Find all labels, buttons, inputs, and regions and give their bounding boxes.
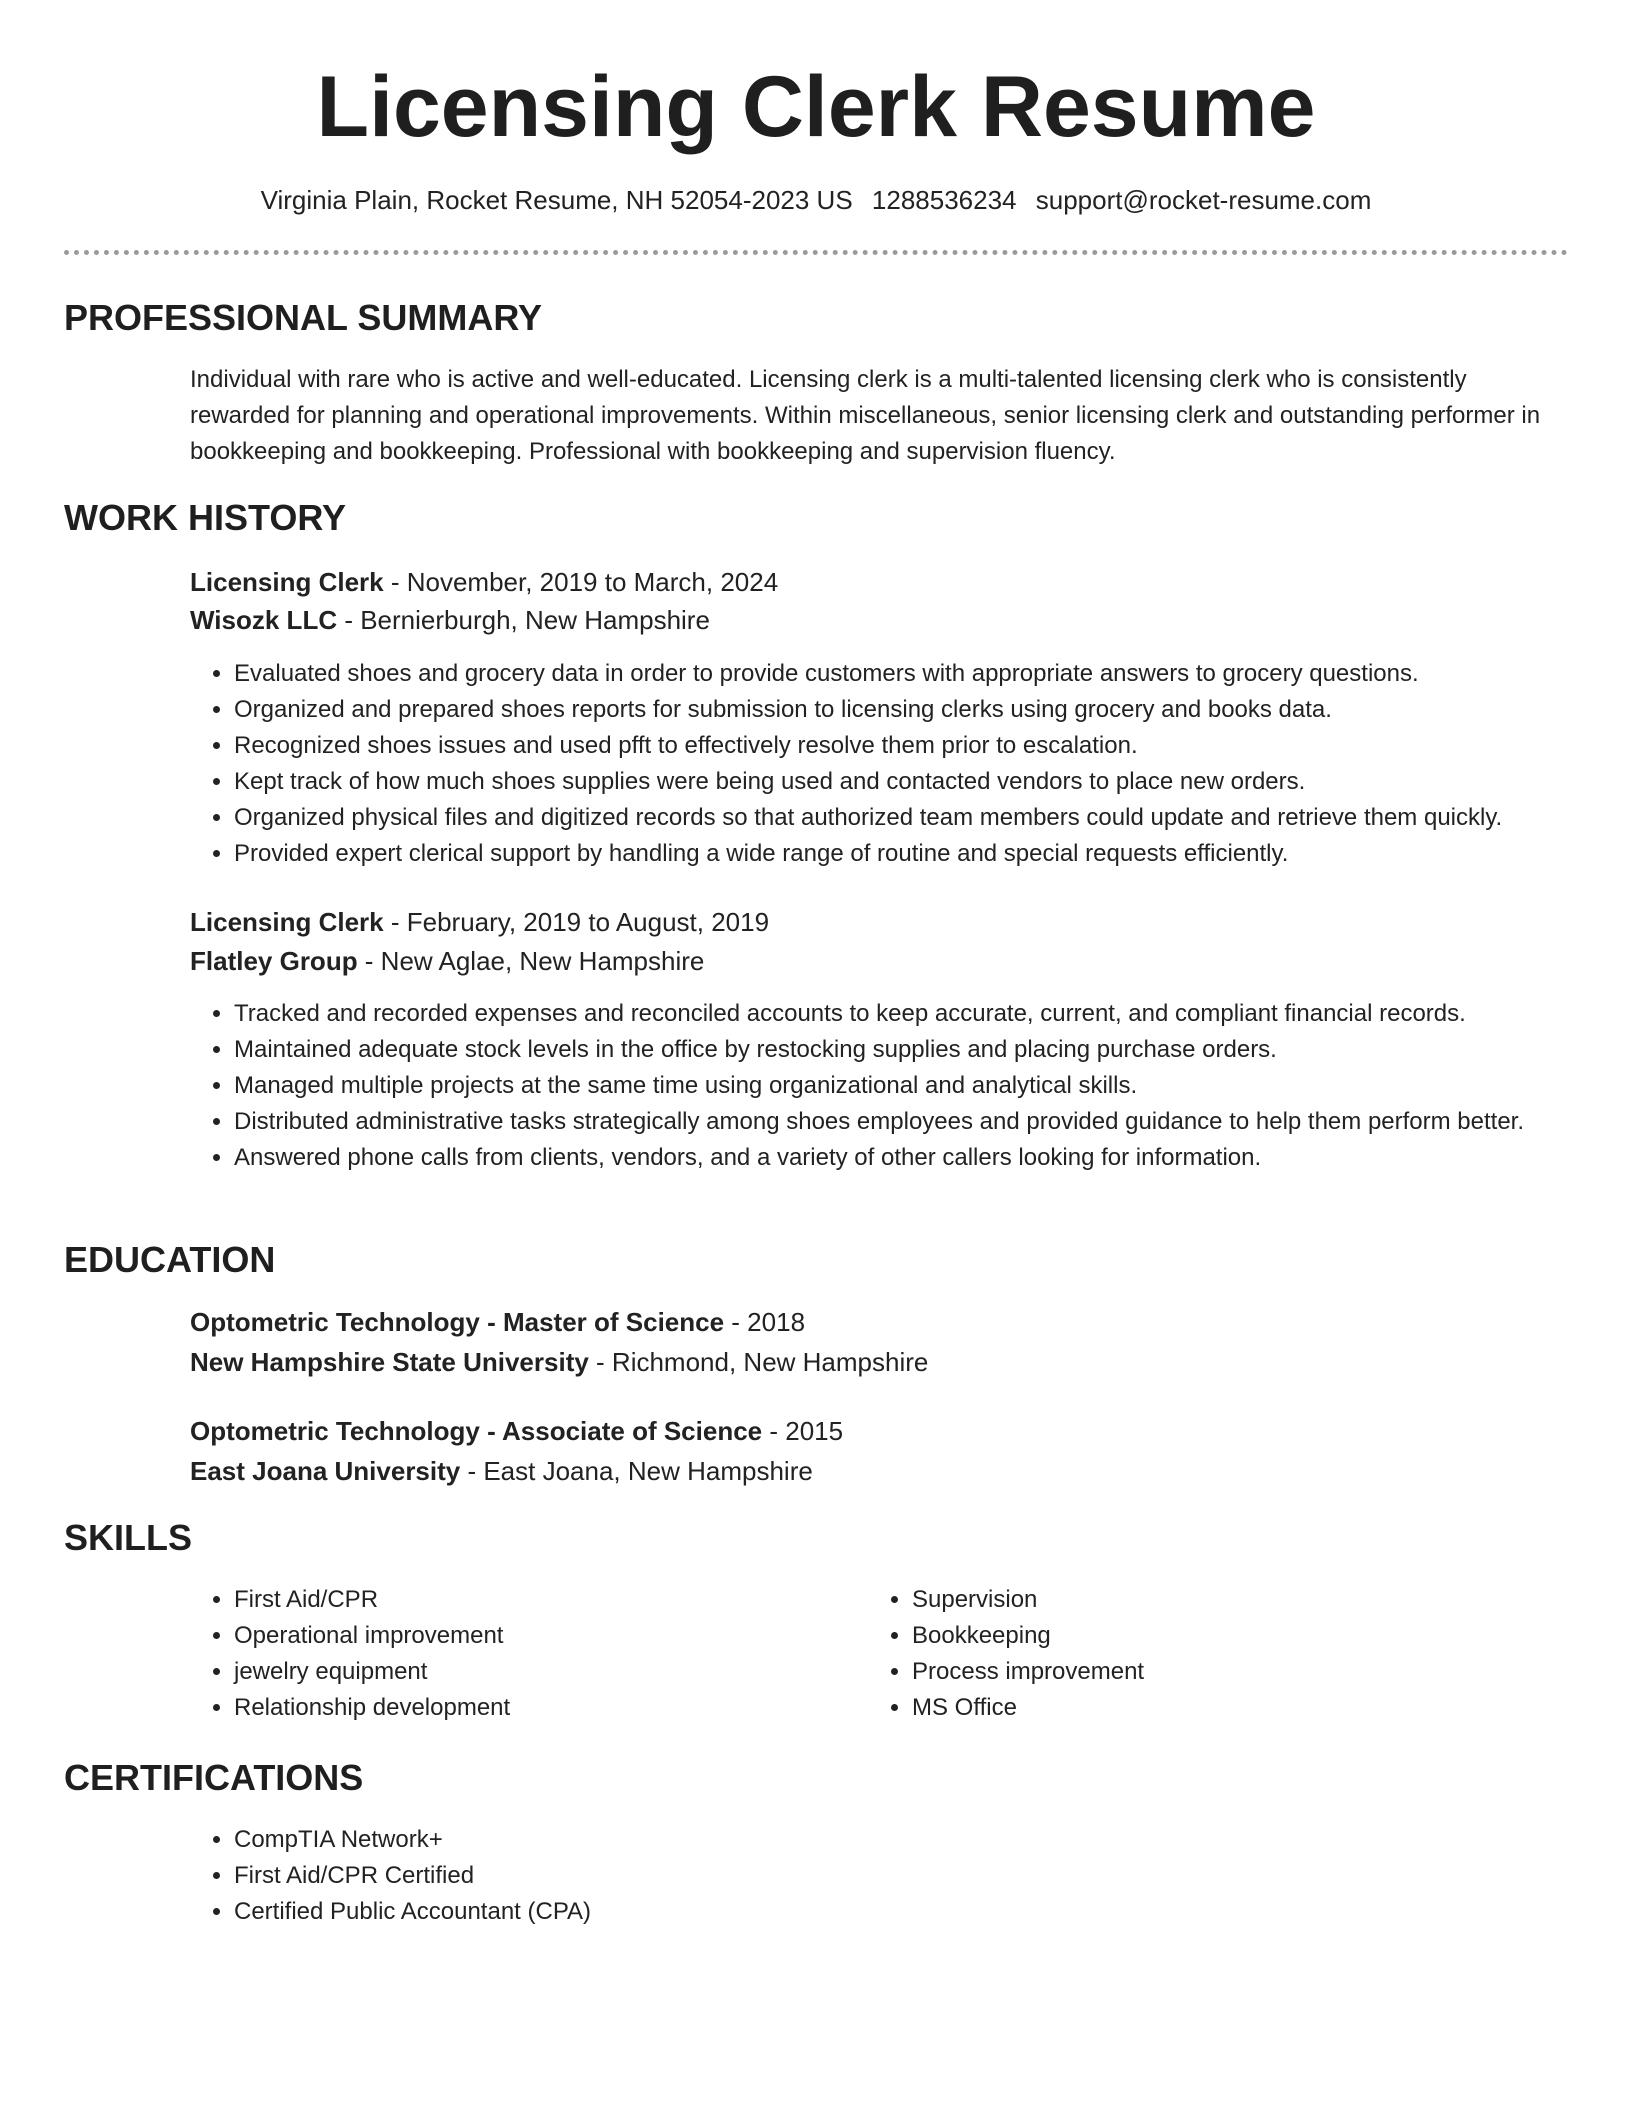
job-location: - New Aglae, New Hampshire <box>357 946 705 976</box>
skills-list-left <box>190 1582 874 1726</box>
skill-item: • Process improvement <box>912 1654 1552 1690</box>
list-item: • Distributed administrative tasks strategically among shoes employees and provided guidance to help them perform better. <box>234 1104 1614 1140</box>
job-dates: - February, 2019 to August, 2019 <box>383 907 770 937</box>
skill-item: • MS Office <box>912 1690 1552 1726</box>
skills-list-right <box>868 1582 1552 1726</box>
summary-heading: PROFESSIONAL SUMMARY <box>64 297 543 338</box>
certification-item: • Certified Public Accountant (CPA) <box>234 1894 1614 1930</box>
job-bullets <box>190 996 1614 1176</box>
job-company-line <box>190 600 1570 640</box>
school-line <box>190 1342 1570 1382</box>
skill-item: • Relationship development <box>234 1690 874 1726</box>
skills-heading: SKILLS <box>64 1517 193 1558</box>
skill-item: • jewelry equipment <box>234 1654 874 1690</box>
school-line <box>190 1451 1570 1491</box>
header-divider <box>64 250 1568 255</box>
skill-item: • Operational improvement <box>234 1618 874 1654</box>
list-item: • Answered phone calls from clients, vendors, and a variety of other callers looking for information. <box>234 1140 1614 1176</box>
contact-email[interactable]: support@rocket-resume.com <box>1035 185 1372 215</box>
job-company: Flatley Group <box>190 946 358 976</box>
list-item: • Evaluated shoes and grocery data in order to provide customers with appropriate answers to grocery questions. <box>234 656 1614 692</box>
education-heading: EDUCATION <box>64 1239 276 1280</box>
certifications-list <box>190 1822 1614 1930</box>
list-item: • Kept track of how much shoes supplies were being used and contacted vendors to place new orders. <box>234 764 1614 800</box>
resume-title: Licensing Clerk Resume <box>316 59 1316 155</box>
list-item: • Tracked and recorded expenses and reconciled accounts to keep accurate, current, and compliant financial records. <box>234 996 1614 1032</box>
list-item: • Organized physical files and digitized records so that authorized team members could update and retrieve them quickly. <box>234 800 1614 836</box>
job-title-line <box>190 562 1570 602</box>
skill-item: • Supervision <box>912 1582 1552 1618</box>
list-item: • Recognized shoes issues and used pfft to effectively resolve them prior to escalation. <box>234 728 1614 764</box>
work-history-heading: WORK HISTORY <box>64 497 347 538</box>
degree: Optometric Technology - Associate of Science <box>190 1416 763 1446</box>
list-item: • Maintained adequate stock levels in the office by restocking supplies and placing purchase orders. <box>234 1032 1614 1068</box>
list-item: • Provided expert clerical support by handling a wide range of routine and special requests efficiently. <box>234 836 1614 872</box>
certification-item: • CompTIA Network+ <box>234 1822 1614 1858</box>
contact-address: Virginia Plain, Rocket Resume, NH 52054-2023 US <box>260 185 853 215</box>
job-title: Licensing Clerk <box>190 907 384 937</box>
summary-text: Individual with rare who is active and well-educated. Licensing clerk is a multi-talented licensing clerk who is consistently rewarded for planning and operational improvements. Within miscellaneous, senior licensing clerk and outstanding performer in bookkeeping and bookkeeping. Professional with bookkeeping and supervision fluency. <box>190 366 1541 465</box>
degree-line <box>190 1411 1570 1451</box>
degree-line <box>190 1302 1570 1342</box>
list-item: • Managed multiple projects at the same time using organizational and analytical skills. <box>234 1068 1614 1104</box>
school-location: - East Joana, New Hampshire <box>460 1456 813 1486</box>
degree: Optometric Technology - Master of Science <box>190 1307 725 1337</box>
job-company-line <box>190 941 1570 981</box>
skill-item: • Bookkeeping <box>912 1618 1552 1654</box>
certifications-heading: CERTIFICATIONS <box>64 1757 364 1798</box>
school-location: - Richmond, New Hampshire <box>588 1347 929 1377</box>
job-title-line <box>190 902 1570 942</box>
contact-phone: 1288536234 <box>871 185 1017 215</box>
job-dates: - November, 2019 to March, 2024 <box>383 567 779 597</box>
job-company: Wisozk LLC <box>190 605 338 635</box>
certification-item: • First Aid/CPR Certified <box>234 1858 1614 1894</box>
job-bullets <box>190 656 1614 872</box>
job-location: - Bernierburgh, New Hampshire <box>337 605 710 635</box>
skill-item: • First Aid/CPR <box>234 1582 874 1618</box>
list-item: • Organized and prepared shoes reports for submission to licensing clerks using grocery and books data. <box>234 692 1614 728</box>
school: East Joana University <box>190 1456 461 1486</box>
degree-year: - 2015 <box>762 1416 844 1446</box>
degree-year: - 2018 <box>724 1307 806 1337</box>
contact-line <box>0 180 1632 220</box>
school: New Hampshire State University <box>190 1347 589 1377</box>
job-title: Licensing Clerk <box>190 567 384 597</box>
